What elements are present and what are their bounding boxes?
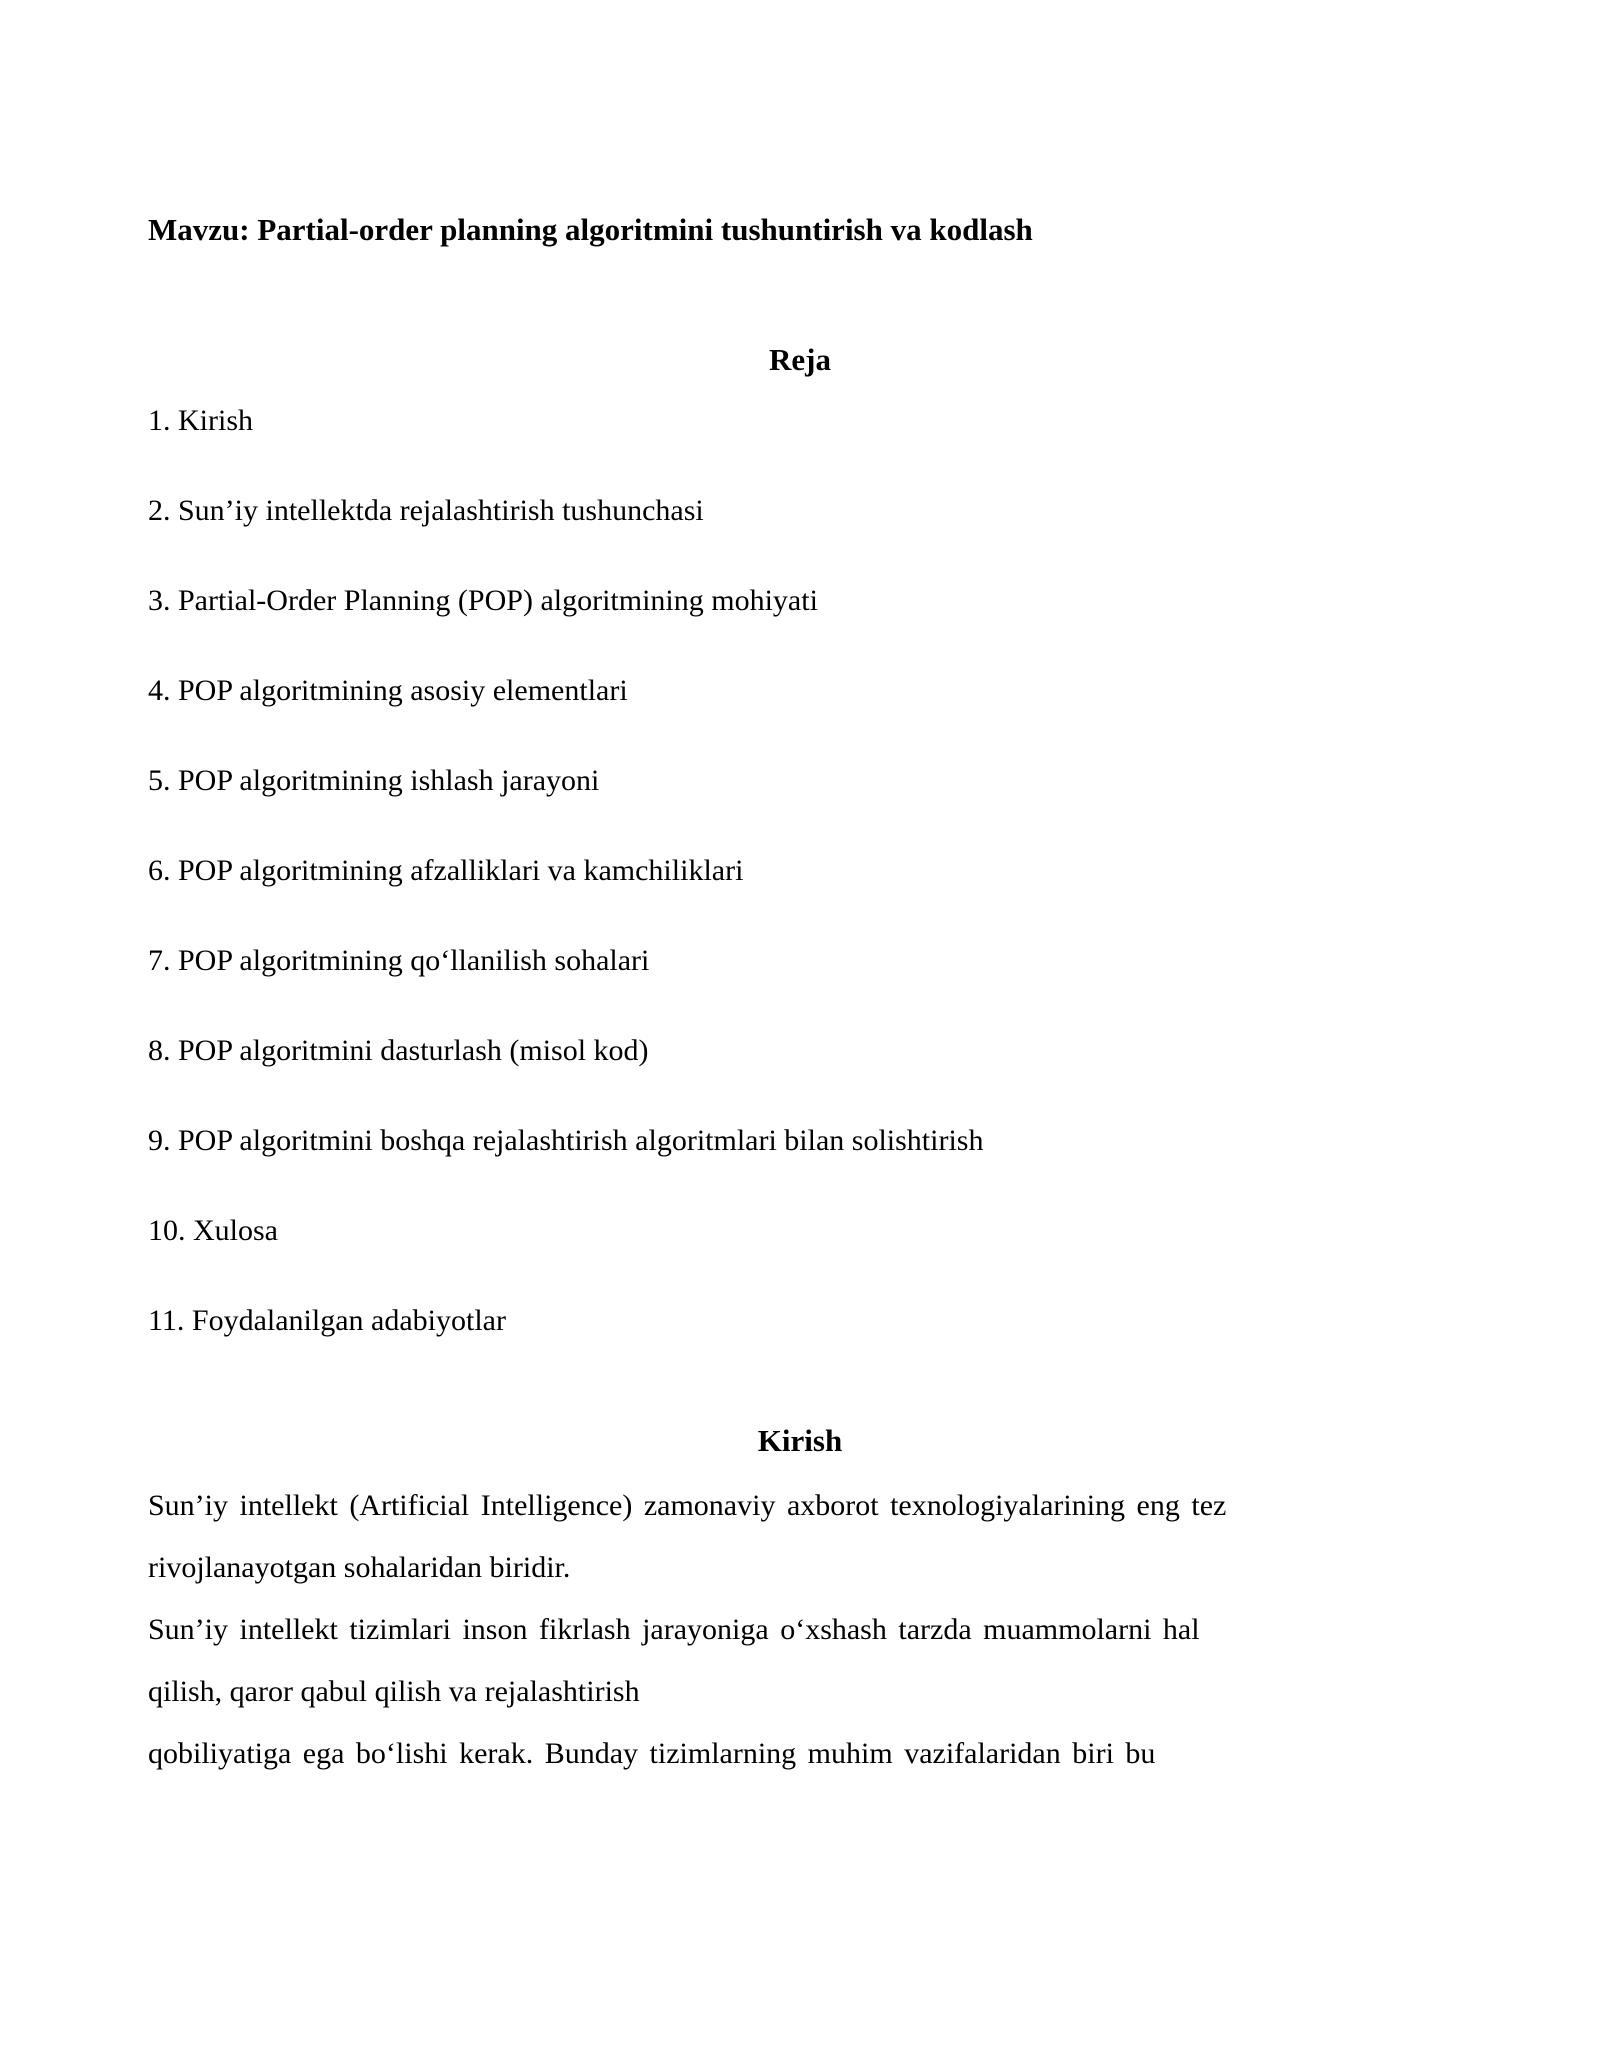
toc-item: 9. POP algoritmini boshqa rejalashtirish algoritmlari bilan solishtirish bbox=[148, 1124, 984, 1157]
toc-list bbox=[148, 399, 1452, 1343]
toc-item: 8. POP algoritmini dasturlash (misol kod) bbox=[148, 1034, 649, 1067]
toc-item: 2. Sun’iy intellektda rejalashtirish tushunchasi bbox=[148, 494, 704, 527]
toc-item: 5. POP algoritmining ishlash jarayoni bbox=[148, 764, 600, 797]
section-heading-kirish: Kirish bbox=[757, 1423, 843, 1458]
paragraph-line: Sun’iy intellekt (Artificial Intelligence) zamonaviy axborot texnologiyalarining eng tez bbox=[148, 1489, 1227, 1522]
paragraph-line: qobiliyatiga ega bo‘lishi kerak. Bunday tizimlarning muhim vazifalaridan biri bu bbox=[148, 1737, 1156, 1770]
toc-item: 6. POP algoritmining afzalliklari va kamchiliklari bbox=[148, 854, 744, 887]
toc-heading: Reja bbox=[769, 342, 831, 377]
paragraph-line: qilish, qaror qabul qilish va rejalashtirish bbox=[148, 1675, 640, 1708]
toc-item: 4. POP algoritmining asosiy elementlari bbox=[148, 674, 628, 707]
document-title: Mavzu: Partial-order planning algoritmini tushuntirish va kodlash bbox=[148, 212, 1033, 247]
toc-item: 1. Kirish bbox=[148, 404, 253, 437]
toc-item: 11. Foydalanilgan adabiyotlar bbox=[148, 1304, 506, 1337]
toc-item: 3. Partial-Order Planning (POP) algoritmining mohiyati bbox=[148, 584, 818, 617]
toc-item: 10. Xulosa bbox=[148, 1214, 278, 1247]
paragraph-line: Sun’iy intellekt tizimlari inson fikrlash jarayoniga o‘xshash tarzda muammolarni hal bbox=[148, 1613, 1200, 1646]
paragraph-line: rivojlanayotgan sohalaridan biridir. bbox=[148, 1551, 571, 1584]
intro-paragraphs bbox=[148, 1475, 1452, 1785]
toc-item: 7. POP algoritmining qo‘llanilish sohalari bbox=[148, 944, 650, 977]
